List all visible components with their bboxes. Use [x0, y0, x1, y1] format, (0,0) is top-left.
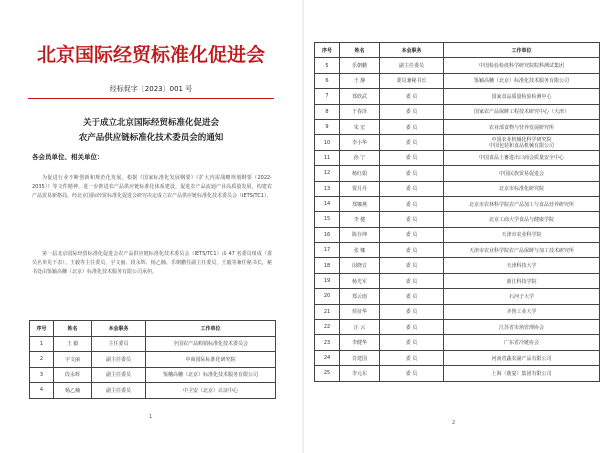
- cell-name: 乐朝鹏: [340, 58, 380, 73]
- table-row: [315, 150, 600, 165]
- cell-unit: 北京市标准化研究院: [444, 181, 600, 196]
- table-header-row: [30, 321, 276, 337]
- committee-table-2: [314, 42, 600, 382]
- cell-name: 段永辉: [54, 367, 92, 383]
- cell-name: 闵晓音: [340, 258, 380, 273]
- cell-unit: 中国食品土畜进出口商会质量安全中心: [444, 150, 600, 165]
- cell-name: 杨光军: [340, 273, 380, 288]
- table-row: [315, 196, 600, 211]
- cell-unit: 广东省冷链协会: [444, 335, 600, 350]
- cell-index: 20: [315, 289, 340, 304]
- table-row: [315, 258, 600, 273]
- cell-name: 李元东: [340, 366, 380, 381]
- cell-name: 贾月丹: [340, 181, 380, 196]
- table-row: [315, 119, 600, 134]
- cell-role: 委 员: [380, 304, 444, 319]
- red-divider: [28, 98, 274, 99]
- cell-unit: 江苏省市场管理协会: [444, 320, 600, 335]
- cell-role: 委 员: [380, 196, 444, 211]
- cell-index: 12: [315, 166, 340, 181]
- cell-role: 委 员: [380, 119, 444, 134]
- cell-unit: 中国农业机械化科学研究院 中国包装和食品机械有限公司: [444, 135, 600, 150]
- cell-unit: 鉴颖高穗（北京）标准化技术服务有限公司: [444, 73, 600, 88]
- cell-role: 副主任委员: [92, 367, 146, 383]
- cell-unit: 天津市农业科学院: [444, 227, 600, 242]
- cell-name: 郑欣武: [340, 89, 380, 104]
- cell-unit: 国家食品质量检验检测中心: [444, 89, 600, 104]
- header-name: 姓名: [54, 321, 92, 337]
- cell-name: 杨红娟: [340, 166, 380, 181]
- cell-unit: 中国检验检疫科学研究院粽科测试集团: [444, 58, 600, 73]
- table-row: [315, 58, 600, 73]
- cell-role: 委 员: [380, 350, 444, 365]
- cell-role: 委 员: [380, 104, 444, 119]
- cell-role: 委 员: [380, 166, 444, 181]
- header-role: 本会职务: [380, 43, 444, 58]
- table-row: [315, 320, 600, 335]
- cell-role: 委 员: [380, 243, 444, 258]
- cell-role: 委 员: [380, 150, 444, 165]
- cell-unit: 中卫安（北京）认证中心: [146, 383, 276, 399]
- cell-index: 25: [315, 366, 340, 381]
- cell-role: 委 员: [380, 135, 444, 150]
- cell-index: 9: [315, 119, 340, 134]
- table-header-row: [315, 43, 600, 58]
- cell-role: 委 员: [380, 273, 444, 288]
- cell-name: 王 静: [340, 73, 380, 88]
- table-row: [315, 227, 600, 242]
- cell-name: 李健华: [340, 335, 380, 350]
- cell-name: 张 娜: [340, 243, 380, 258]
- header-role: 本会职务: [92, 321, 146, 337]
- cell-role: 主任委员: [92, 336, 146, 352]
- cell-unit: 天津科技大学: [444, 258, 600, 273]
- cell-index: 1: [30, 336, 54, 352]
- table-row: [315, 273, 600, 288]
- cell-name: 郑云雨: [340, 289, 380, 304]
- cell-index: 7: [315, 89, 340, 104]
- cell-role: 委 员: [380, 227, 444, 242]
- table-row: [315, 181, 600, 196]
- cell-index: 21: [315, 304, 340, 319]
- cell-name: 杨乙楠: [54, 383, 92, 399]
- cell-unit: 鉴穗高穗（北京）标准化技术服务有限公司: [146, 367, 276, 383]
- table-row: [30, 352, 276, 368]
- cell-unit: 河南省蔬农副产品有限公司: [444, 350, 600, 365]
- cell-index: 17: [315, 243, 340, 258]
- organization-title: 北京国际经贸标准化促进会: [36, 44, 265, 66]
- cell-role: 副主任委员: [92, 352, 146, 368]
- header-unit: 工作单位: [444, 43, 600, 58]
- table-row: [315, 304, 600, 319]
- cell-index: 24: [315, 350, 340, 365]
- table-row: [315, 289, 600, 304]
- cell-index: 14: [315, 196, 340, 211]
- cell-name: 郑娜燕: [340, 196, 380, 211]
- cell-unit: 全国农产品购销标准化技术委员会: [146, 336, 276, 352]
- cell-unit: 上海（鹿宴）集团有限公司: [444, 366, 600, 381]
- cell-name: 侯征华: [340, 304, 380, 319]
- cell-index: 5: [315, 58, 340, 73]
- table-row: [315, 335, 600, 350]
- table-row: [315, 135, 600, 150]
- cell-name: 宇文丽: [54, 352, 92, 368]
- page-number: 2: [452, 420, 456, 426]
- table-row: [315, 166, 600, 181]
- cell-role: 副主任委员: [92, 383, 146, 399]
- cell-index: 4: [30, 383, 54, 399]
- cell-name: 于春泽: [340, 104, 380, 119]
- table-row: [315, 212, 600, 227]
- cell-role: 副主任委员: [380, 58, 444, 73]
- notice-title-line-1: 关于成立北京国际经贸标准化促进会: [82, 118, 219, 128]
- cell-unit: 石河子大学: [444, 289, 600, 304]
- cell-role: 委 员: [380, 320, 444, 335]
- cell-index: 22: [315, 320, 340, 335]
- salutation: 各会员单位、相关单位：: [32, 153, 104, 161]
- table-row: [30, 383, 276, 399]
- cell-unit: 齐鲁工业大学: [444, 304, 600, 319]
- table-row: [30, 336, 276, 352]
- cell-name: 孙 宁: [340, 150, 380, 165]
- cell-index: 15: [315, 212, 340, 227]
- table-row: [315, 89, 600, 104]
- table-row: [315, 243, 600, 258]
- header-unit: 工作单位: [146, 321, 276, 337]
- cell-index: 18: [315, 258, 340, 273]
- document-number: 经标促字〔2023〕001 号: [109, 85, 193, 93]
- document-page-2: [304, 0, 604, 453]
- table-row: [315, 73, 600, 88]
- cell-index: 23: [315, 335, 340, 350]
- cell-unit: 农业部食物与营养发展研究所: [444, 119, 600, 134]
- cell-role: 委 员: [380, 181, 444, 196]
- table-row: [30, 367, 276, 383]
- cell-role: 委 员: [380, 366, 444, 381]
- cell-name: 李小华: [340, 135, 380, 150]
- cell-index: 19: [315, 273, 340, 288]
- page-number: 1: [149, 414, 153, 420]
- cell-unit: 国家农产品保鲜工程技术研究中心（天津）: [444, 104, 600, 119]
- cell-index: 10: [315, 135, 340, 150]
- body-paragraph-1: 为促进行业不断创新和规范化发展，根据《国家标准化发展纲要》《扩大内需战略规划纲要（2022-2035）》等文件精神，进一步推进农产品供应链标准化体系建设，促进农产品流通产业高质量发展，构建农产品贸易新格局，经北京国际经贸标准化促进会研究决定成立农产品供应链标准化技术委员会（IETS/TC1）。: [32, 175, 272, 200]
- cell-index: 3: [30, 367, 54, 383]
- cell-unit: 北京市农林科学院农产品加工与食品营养研究所: [444, 196, 600, 211]
- cell-index: 13: [315, 181, 340, 196]
- cell-unit: 中国民族贸易促进会: [444, 166, 600, 181]
- cell-index: 11: [315, 150, 340, 165]
- cell-role: 委 员: [380, 89, 444, 104]
- header-index: 序号: [30, 321, 54, 337]
- cell-index: 8: [315, 104, 340, 119]
- table-row: [315, 350, 600, 365]
- header-name: 姓名: [340, 43, 380, 58]
- cell-role: 委 员: [380, 335, 444, 350]
- body-paragraph-2: 第一届北京国际经贸标准化促进会农产品供应链标准化技术委员会（IETS/TC1）由 47 名委员组成（委员名单见下表）。王毅等主任委员，宇文丽、段永辉、杨乙楠、乐朝鹏任副主任委员，王毅等兼任秘书长，秘书处由鉴颖高穗（北京）标准化技术服务有限公司承担。: [32, 251, 272, 276]
- cell-index: 6: [315, 73, 340, 88]
- cell-role: 委员兼秘书长: [380, 73, 444, 88]
- cell-index: 2: [30, 352, 54, 368]
- cell-name: 陈存坤: [340, 227, 380, 242]
- committee-table-1: [29, 320, 276, 399]
- cell-unit: 天津市农业科学院农产品保鲜与加工技术研究所: [444, 243, 600, 258]
- header-index: 序号: [315, 43, 340, 58]
- table-row: [315, 104, 600, 119]
- cell-name: 李 健: [340, 212, 380, 227]
- cell-name: 肖建国: [340, 350, 380, 365]
- cell-unit: 中商国际标准化研究院: [146, 352, 276, 368]
- cell-role: 委 员: [380, 289, 444, 304]
- cell-index: 16: [315, 227, 340, 242]
- cell-unit: 北京工商大学食品与健康学院: [444, 212, 600, 227]
- cell-role: 委 员: [380, 212, 444, 227]
- cell-name: 朱 宏: [340, 119, 380, 134]
- cell-name: 王 毅: [54, 336, 92, 352]
- table-row: [315, 366, 600, 381]
- cell-role: 委 员: [380, 258, 444, 273]
- cell-unit: 浙江科技学院: [444, 273, 600, 288]
- cell-name: 汪 云: [340, 320, 380, 335]
- notice-title-line-2: 农产品供应链标准化技术委员会的通知: [78, 133, 224, 143]
